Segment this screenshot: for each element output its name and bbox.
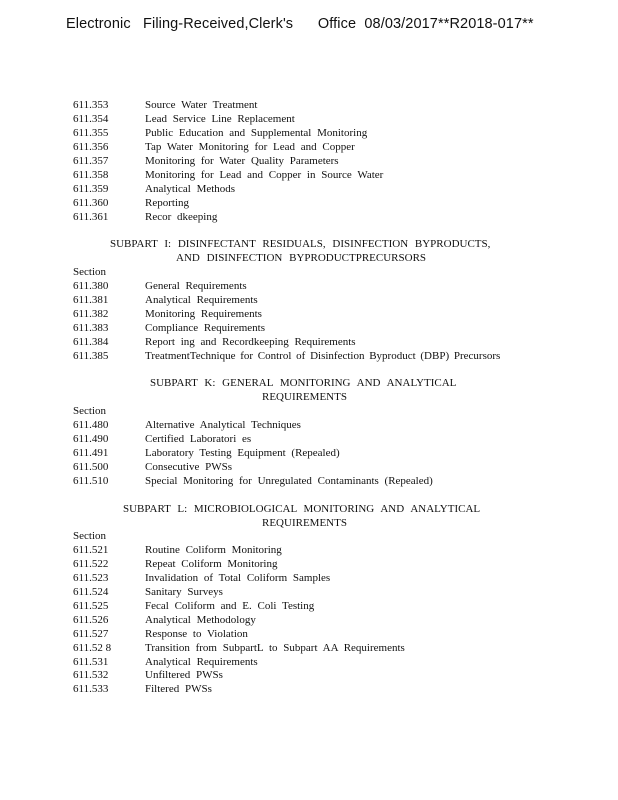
subpart-l-heading: SUBPART L: MICROBIOLOGICAL MONITORING AND ANALYTICAL xyxy=(123,503,481,515)
section-number: 611.360 xyxy=(73,197,109,209)
section-title: Sanitary Surveys xyxy=(145,586,223,598)
section-number: 611.490 xyxy=(73,433,109,445)
subpart-i-heading: SUBPART I: DISINFECTANT RESIDUALS, DISINFECTION BYPRODUCTS, xyxy=(110,238,491,250)
section-title: Alternative Analytical Techniques xyxy=(145,419,301,431)
section-title: Invalidation of Total Coliform Samples xyxy=(145,572,331,584)
section-number: 611.526 xyxy=(73,614,109,626)
section-number: 611.361 xyxy=(73,211,109,223)
section-title: Laboratory Testing Equipment (Repealed) xyxy=(145,447,340,459)
section-number: 611.380 xyxy=(73,280,109,292)
section-title: Repeat Coliform Monitoring xyxy=(145,558,278,570)
section-number: 611.384 xyxy=(73,336,109,348)
section-title: General Requirements xyxy=(145,280,247,292)
subpart-k-heading-cont: REQUIREMENTS xyxy=(262,391,347,403)
section-number: 611.381 xyxy=(73,294,109,306)
section-number: 611.357 xyxy=(73,155,109,167)
section-number: 611.383 xyxy=(73,322,109,334)
section-number: 611.52 8 xyxy=(73,642,112,654)
section-title: Routine Coliform Monitoring xyxy=(145,544,282,556)
section-number: 611.525 xyxy=(73,600,109,612)
section-label: Section xyxy=(73,530,106,542)
section-title: Public Education and Supplemental Monitoring xyxy=(145,127,368,139)
section-title: Source Water Treatment xyxy=(145,99,258,111)
section-title: Tap Water Monitoring for Lead and Copper xyxy=(145,141,355,153)
section-number: 611.527 xyxy=(73,628,109,640)
section-title: Monitoring for Water Quality Parameters xyxy=(145,155,339,167)
section-number: 611.382 xyxy=(73,308,109,320)
section-number: 611.532 xyxy=(73,669,109,681)
section-title: Analytical Methodology xyxy=(145,614,256,626)
section-title: Analytical Methods xyxy=(145,183,236,195)
section-title: Monitoring for Lead and Copper in Source Water xyxy=(145,169,384,181)
section-label: Section xyxy=(73,405,106,417)
section-number: 611.354 xyxy=(73,113,109,125)
subpart-i-heading-cont: AND DISINFECTION BYPRODUCTPRECURSORS xyxy=(176,252,427,264)
section-title: Monitoring Requirements xyxy=(145,308,262,320)
section-title: Analytical Requirements xyxy=(145,294,258,306)
section-title: Fecal Coliform and E. Coli Testing xyxy=(145,600,315,612)
section-title: Consecutive PWSs xyxy=(145,461,233,473)
section-title: Response to Violation xyxy=(145,628,248,640)
section-number: 611.533 xyxy=(73,683,109,695)
section-number: 611.353 xyxy=(73,99,109,111)
section-title: Report ing and Recordkeeping Requirements xyxy=(145,336,356,348)
section-label: Section xyxy=(73,266,106,278)
section-number: 611.521 xyxy=(73,544,109,556)
section-number: 611.500 xyxy=(73,461,109,473)
section-title: Analytical Requirements xyxy=(145,656,258,668)
section-number: 611.359 xyxy=(73,183,109,195)
section-title: Unfiltered PWSs xyxy=(145,669,223,681)
section-title: Compliance Requirements xyxy=(145,322,265,334)
section-title: Filtered PWSs xyxy=(145,683,212,695)
section-number: 611.355 xyxy=(73,127,109,139)
section-title: Lead Service Line Replacement xyxy=(145,113,295,125)
section-number: 611.358 xyxy=(73,169,109,181)
section-number: 611.356 xyxy=(73,141,109,153)
section-title: Reporting xyxy=(145,197,189,209)
section-title: TreatmentTechnique for Control of Disinfection Byproduct (DBP) Precursors xyxy=(145,350,501,362)
section-title: Certified Laboratori es xyxy=(145,433,252,445)
section-number: 611.510 xyxy=(73,475,109,487)
subpart-l-heading-cont: REQUIREMENTS xyxy=(262,517,347,529)
section-title: Recor dkeeping xyxy=(145,211,218,223)
section-title: Transition from SubpartL to Subpart AA Requirements xyxy=(145,642,405,654)
section-number: 611.524 xyxy=(73,586,109,598)
filing-header: Electronic Filing-Received,Clerk's Office 08/03/2017**R2018-017** xyxy=(66,16,534,32)
section-number: 611.480 xyxy=(73,419,109,431)
section-number: 611.385 xyxy=(73,350,109,362)
section-title: Special Monitoring for Unregulated Contaminants (Repealed) xyxy=(145,475,433,487)
section-number: 611.523 xyxy=(73,572,109,584)
section-number: 611.531 xyxy=(73,656,109,668)
section-number: 611.491 xyxy=(73,447,109,459)
section-number: 611.522 xyxy=(73,558,109,570)
subpart-k-heading: SUBPART K: GENERAL MONITORING AND ANALYTICAL xyxy=(150,377,457,389)
